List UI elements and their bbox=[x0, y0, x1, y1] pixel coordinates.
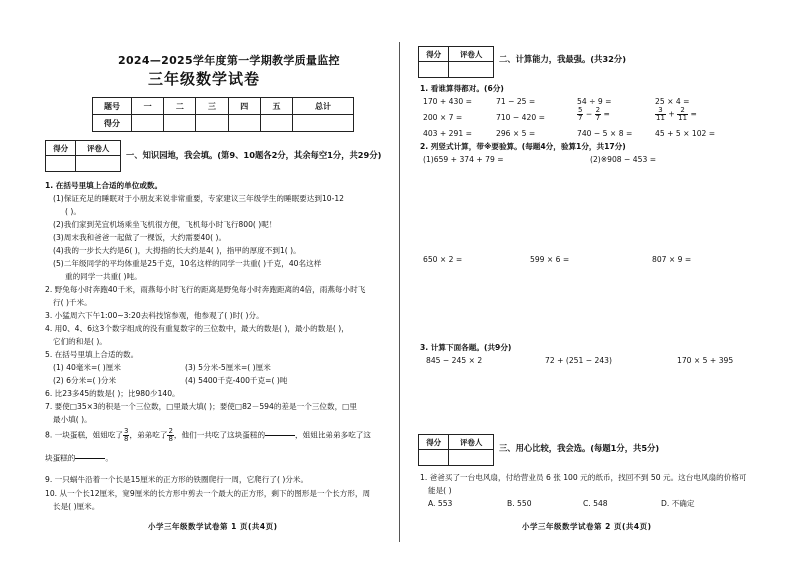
q1-5-cont: 重的同学一共重( )吨。 bbox=[65, 272, 142, 281]
calc-sub3: 3. 计算下面各题。(共9分) bbox=[420, 343, 512, 352]
score-table bbox=[92, 97, 354, 132]
fraction: $\frac{5}{7}$ bbox=[578, 106, 583, 122]
score-cell: 题号 bbox=[93, 98, 132, 115]
q8-text-e: 块蛋糕的 bbox=[45, 453, 76, 463]
oral-calc: 25 × 4 = bbox=[655, 97, 690, 106]
score-input-cell[interactable] bbox=[293, 115, 354, 132]
choice-option-d[interactable]: D. 不确定 bbox=[661, 499, 695, 508]
calc-sub2: 2. 列竖式计算，带※要验算。(每题4分，验算1分，共17分) bbox=[420, 142, 626, 151]
answer-fraction-blank[interactable] bbox=[265, 428, 295, 443]
grader-label: 评卷人 bbox=[449, 47, 494, 62]
oral-calc: 740 − 5 × 8 = bbox=[577, 129, 633, 138]
mixed-calc: 72 + (251 − 243) bbox=[545, 356, 612, 365]
choice-option-c[interactable]: C. 548 bbox=[583, 499, 608, 508]
footer-left: 小学三年级数学试卷第 1 页(共4页) bbox=[148, 522, 278, 531]
section1-heading: 一、知识园地，我会填。(第9、10题各2分，其余每空1分，共29分) bbox=[126, 150, 382, 160]
oral-calc-fraction: $\frac{3}{11}$ + $\frac{2}{11}$ = bbox=[656, 106, 697, 122]
grader-input[interactable] bbox=[46, 156, 76, 172]
grader-label: 评卷人 bbox=[76, 141, 121, 156]
grader-box-2 bbox=[418, 46, 494, 78]
page-divider bbox=[399, 42, 400, 542]
grader-input[interactable] bbox=[449, 62, 494, 78]
oral-calc: 200 × 7 = bbox=[423, 113, 463, 122]
footer-right: 小学三年级数学试卷第 2 页(共4页) bbox=[522, 522, 652, 531]
q2-text: 2. 野兔每小时奔跑40千米，雨燕每小时飞行的距离是野兔每小时奔跑距离的4倍，雨燕每小时飞 bbox=[45, 285, 366, 294]
fraction: $\frac{3}{8}$ bbox=[124, 427, 129, 443]
q3-text: 3. 小猛周六下午1:00~3:20去科技馆参观，他参观了( )时( )分。 bbox=[45, 311, 264, 320]
q9-text: 9. 一只蜗牛沿着一个长是15厘米的正方形的铁圈爬行一周，它爬行了( )分米。 bbox=[45, 475, 309, 484]
q8-text-d: ，姐姐比弟弟多吃了这 bbox=[295, 430, 371, 440]
score-input-cell[interactable] bbox=[228, 115, 260, 132]
q4-text: 4. 用0、4、6这3个数字组成的没有重复数字的三位数中，最大的数是( )，最小的数是( )， bbox=[45, 324, 349, 333]
q1-text: 1. 在括号里填上合适的单位或数。 bbox=[45, 181, 163, 190]
fraction: $\frac{2}{7}$ bbox=[595, 106, 601, 122]
q7-text: 7. 要使□35×3的积是一个三位数，□里最大填( )；要使□82－594的差是一个三位数，□里 bbox=[45, 402, 357, 411]
vertical-calc: (2)※908 − 453 = bbox=[590, 155, 657, 164]
fraction: $\frac{3}{11}$ bbox=[656, 106, 665, 122]
oral-calc: 710 − 420 = bbox=[496, 113, 545, 122]
q5-3-text: (3) 5分米-5厘米=( )厘米 bbox=[185, 363, 271, 372]
q5-4-text: (4) 5400千克-400千克=( )吨 bbox=[185, 376, 288, 385]
mixed-calc: 845 − 245 × 2 bbox=[426, 356, 483, 365]
exam-header-line1: 2024—2025学年度第一学期教学质量监控 bbox=[118, 54, 340, 67]
oral-calc: 54 ÷ 9 = bbox=[577, 97, 612, 106]
score-cell: 一 bbox=[132, 98, 164, 115]
fraction: $\frac{2}{11}$ bbox=[678, 106, 688, 122]
grader-input[interactable] bbox=[76, 156, 121, 172]
score-cell: 二 bbox=[164, 98, 196, 115]
exam-title: 三年级数学试卷 bbox=[148, 70, 261, 88]
choice-option-b[interactable]: B. 550 bbox=[507, 499, 532, 508]
q1-3-text: (3)周末我和爸爸一起做了一棵饭，大约需要40( )。 bbox=[53, 233, 227, 242]
vertical-calc: 807 × 9 = bbox=[652, 255, 692, 264]
grader-input[interactable] bbox=[419, 450, 449, 466]
q4-cont: 它们的和是( )。 bbox=[53, 337, 107, 346]
q1-1-cont: ( )。 bbox=[65, 207, 81, 216]
vertical-calc: 650 × 2 = bbox=[423, 255, 463, 264]
grader-box-3 bbox=[418, 434, 494, 466]
vertical-calc: (1)659 + 374 + 79 = bbox=[423, 155, 504, 164]
q5-2-text: (2) 6分米=( )分米 bbox=[53, 376, 117, 385]
score-input-cell[interactable] bbox=[132, 115, 164, 132]
q10-text: 10. 从一个长12厘米，宽9厘米的长方形中剪去一个最大的正方形，剩下的图形是一个长方形，周 bbox=[45, 489, 371, 498]
oral-calc: 296 × 5 = bbox=[496, 129, 536, 138]
q1-1-text: (1)保证充足的睡眠对于小朋友来说非常重要，专家建议三年级学生的睡眠要达到10-12 bbox=[53, 194, 345, 203]
score-input-cell[interactable] bbox=[260, 115, 292, 132]
grader-label: 得分 bbox=[419, 47, 449, 62]
choice-q1-text: 1. 爸爸买了一台电风扇，付给营业员 6 张 100 元的纸币，找回不到 50 元。这台电风扇的价格可 bbox=[420, 473, 747, 482]
calc-sub1: 1. 看谁算得都对。(6分) bbox=[420, 84, 504, 93]
q6-text: 6. 比23多45的数是( )；比980少140。 bbox=[45, 389, 180, 398]
score-input-cell[interactable] bbox=[164, 115, 196, 132]
score-input-cell[interactable] bbox=[196, 115, 228, 132]
grader-label: 评卷人 bbox=[449, 435, 494, 450]
choice-q1-cont: 能是( ) bbox=[428, 486, 452, 495]
q8-line bbox=[45, 428, 371, 443]
oral-calc: 403 + 291 = bbox=[423, 129, 472, 138]
section3-heading: 三、用心比较，我会选。(每题1分，共5分) bbox=[499, 443, 660, 453]
oral-calc: 170 + 430 = bbox=[423, 97, 472, 106]
grader-input[interactable] bbox=[419, 62, 449, 78]
q5-1-text: (1) 40毫米=( )厘米 bbox=[53, 363, 121, 372]
q8-text-b: ，弟弟吃了 bbox=[129, 430, 168, 440]
vertical-calc: 599 × 6 = bbox=[530, 255, 570, 264]
score-cell: 五 bbox=[260, 98, 292, 115]
oral-calc-fraction: $\frac{5}{7}$ − $\frac{2}{7}$ = bbox=[578, 106, 610, 122]
oral-calc: 71 − 25 = bbox=[496, 97, 536, 106]
grader-label: 得分 bbox=[419, 435, 449, 450]
grader-box-1 bbox=[45, 140, 121, 172]
score-cell: 四 bbox=[228, 98, 260, 115]
score-cell: 三 bbox=[196, 98, 228, 115]
q10-cont: 长是( )厘米。 bbox=[53, 502, 100, 511]
q8-cont bbox=[45, 451, 113, 466]
grader-label: 得分 bbox=[46, 141, 76, 156]
q7-cont: 最小填( )。 bbox=[53, 415, 92, 424]
oral-calc: 45 + 5 × 102 = bbox=[655, 129, 716, 138]
answer-fraction-blank[interactable] bbox=[75, 451, 105, 466]
score-cell: 得分 bbox=[93, 115, 132, 132]
grader-input[interactable] bbox=[449, 450, 494, 466]
q2-cont: 行( )千米。 bbox=[53, 298, 92, 307]
q1-5-text: (5)二年级同学的平均体重是25千克，10名这样的同学一共重( )千克，40名这样 bbox=[53, 259, 322, 268]
q1-2-text: (2)我们家到芜宜机场乘坐飞机很方便，飞机每小时飞行800( )呢！ bbox=[53, 220, 277, 229]
fraction: $\frac{2}{8}$ bbox=[168, 427, 173, 443]
q8-text-c: ，他们一共吃了这块蛋糕的 bbox=[173, 430, 266, 440]
choice-option-a[interactable]: A. 553 bbox=[428, 499, 453, 508]
q1-4-text: (4)我的一步长大约是6( )，大拇指的长大约是4( )，指甲的厚度不到1( )。 bbox=[53, 246, 301, 255]
mixed-calc: 170 × 5 + 395 bbox=[677, 356, 734, 365]
section2-heading: 二、计算能力，我最强。(共32分) bbox=[499, 54, 626, 64]
score-cell: 总计 bbox=[293, 98, 354, 115]
q8-text-f: 。 bbox=[105, 453, 113, 463]
q8-text-a: 8. 一块蛋糕，姐姐吃了 bbox=[45, 430, 124, 440]
q5-text: 5. 在括号里填上合适的数。 bbox=[45, 350, 139, 359]
